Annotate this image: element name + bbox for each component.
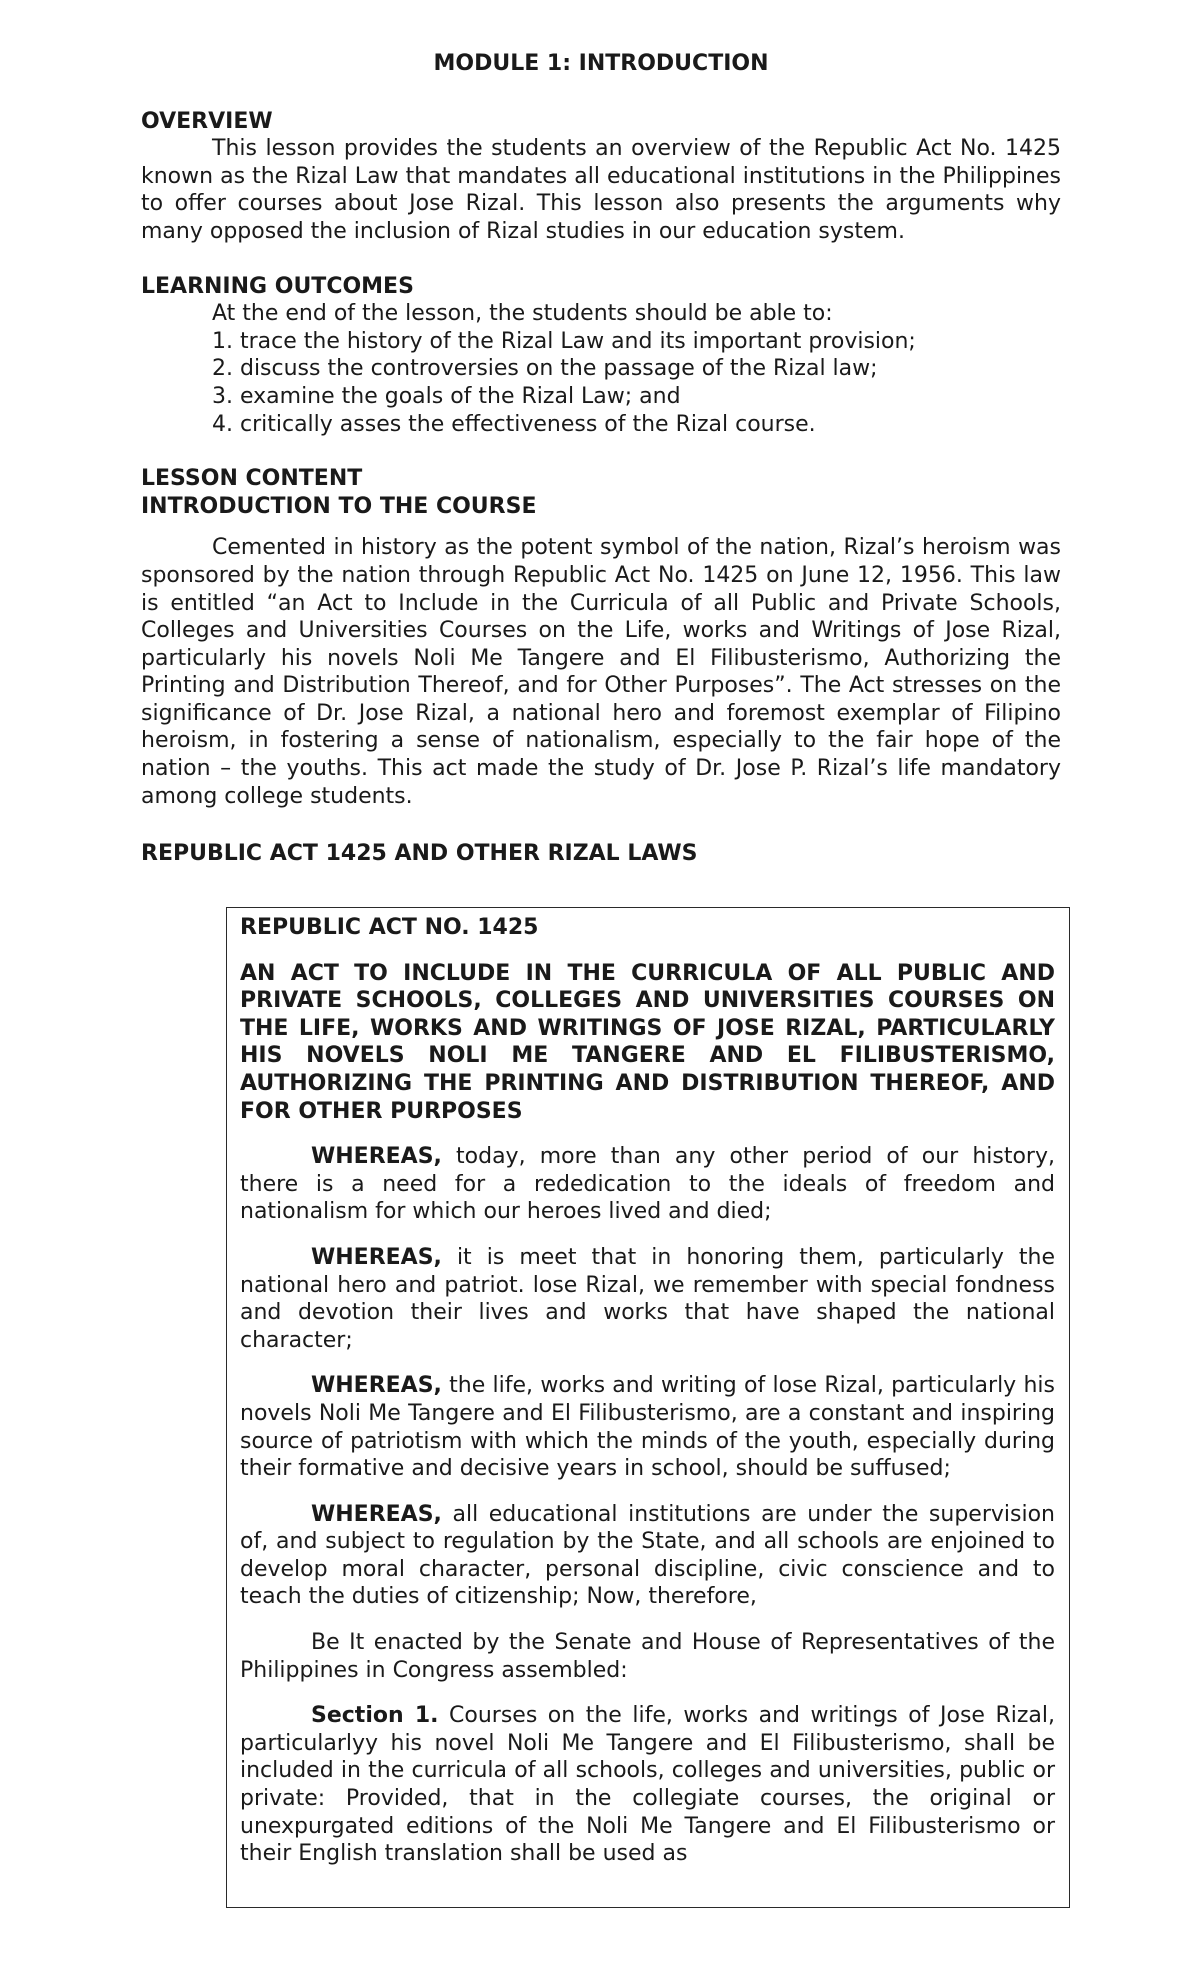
clause-text: it is meet that in honoring them, particularly the national hero and patriot. lose Rizal, we remember with special fondness and devotion their lives and works that have shaped the national character; (240, 1244, 1055, 1353)
list-item: 3. examine the goals of the Rizal Law; and (212, 383, 681, 409)
section-1 (240, 1702, 1055, 1868)
learning-outcomes-heading: LEARNING OUTCOMES (141, 273, 414, 299)
lesson-content-heading: LESSON CONTENT (141, 466, 363, 492)
act-title: AN ACT TO INCLUDE IN THE CURRICULA OF ALL PUBLIC AND PRIVATE SCHOOLS, COLLEGES AND UNIVERSITIES COURSES ON THE LIFE, WORKS AND WRITINGS OF JOSE RIZAL, PARTICULARLY HIS NOVELS NOLI ME TANGERE AND EL FILIBUSTERISMO, AUTHORIZING THE PRINTING AND DISTRIBUTION THEREOF, AND FOR OTHER PURPOSES (240, 960, 1055, 1124)
clause-text: all educational institutions are under the supervision of, and subject to regulation by the State, and all schools are enjoined to develop moral character, personal discipline, civic conscience and to teach the duties of citizenship; Now, therefore, (240, 1501, 1055, 1610)
clause-text: the life, works and writing of lose Rizal, particularly his novels Noli Me Tangere and El Filibusterismo, are a constant and inspiring source of patriotism with which the minds of the youth, especially during their formative and decisive years in school, should be suffused; (240, 1373, 1055, 1482)
law-number: REPUBLIC ACT NO. 1425 (240, 915, 539, 940)
module-title: MODULE 1: INTRODUCTION (433, 51, 769, 76)
course-intro-text: Cemented in history as the potent symbol of the nation, Rizal’s heroism was sponsored by the nation through Republic Act No. 1425 on June 12, 1956. This law is entitled “an Act to Include in the Curricula of all Public and Private Schools, Colleges and Universities Courses on the Life, works and Writings of Jose Rizal, particularly his novels Noli Me Tangere and El Filibusterismo, Authorizing the Printing and Distribution Thereof, and for Other Purposes”. The Act stresses on the significance of Dr. Jose Rizal, a national hero and foremost exemplar of Filipino heroism, in fostering a sense of nationalism, especially to the fair hope of the nation – the youths. This act made the study of Dr. Jose P. Rizal’s life mandatory among college students. (141, 535, 1061, 809)
clause-lead: WHEREAS, (311, 1244, 442, 1270)
clause-lead: WHEREAS, (311, 1144, 442, 1170)
list-item: 1. trace the history of the Rizal Law and its important provision; (212, 328, 916, 354)
overview-text: This lesson provides the students an overview of the Republic Act No. 1425 known as the Rizal Law that mandates all educational institutions in the Philippines to offer courses about Jose Rizal. This lesson also presents the arguments why many opposed the inclusion of Rizal studies in our education system. (141, 136, 1061, 244)
republic-act-box (226, 907, 1070, 1908)
whereas-clause (240, 1244, 1055, 1354)
overview-heading: OVERVIEW (141, 108, 273, 134)
course-intro-heading: INTRODUCTION TO THE COURSE (141, 493, 537, 519)
section-1-text: Courses on the life, works and writings of Jose Rizal, particularlyy his novel Noli Me Tangere and El Filibusterismo, shall be included in the curricula of all schools, colleges and universities, public or private: Provided, that in the collegiate courses, the original or unexpurgated editions of the Noli Me Tangere and El Filibusterismo or their English translation shall be used as (240, 1703, 1055, 1867)
republic-act-text (240, 914, 1055, 1886)
learning-outcomes-intro: At the end of the lesson, the students should be able to: (212, 301, 833, 327)
clause-text: today, more than any other period of our history, there is a need for a rededication to the ideals of freedom and nationalism for which our heroes lived and died; (240, 1144, 1055, 1225)
section-1-lead: Section 1. (311, 1703, 439, 1729)
clause-lead: WHEREAS, (311, 1501, 442, 1527)
ra-section-heading: REPUBLIC ACT 1425 AND OTHER RIZAL LAWS (141, 841, 698, 867)
document-body (141, 50, 1061, 868)
whereas-clause (240, 1501, 1055, 1611)
clause-lead: WHEREAS, (311, 1373, 442, 1399)
list-item: 2. discuss the controversies on the passage of the Rizal law; (212, 356, 878, 382)
enacting-clause: Be It enacted by the Senate and House of Representatives of the Philippines in Congress assembled: (240, 1630, 1055, 1683)
learning-outcomes-list (141, 328, 1061, 438)
list-item: 4. critically asses the effectiveness of the Rizal course. (212, 411, 816, 437)
whereas-clause (240, 1143, 1055, 1226)
whereas-clause (240, 1372, 1055, 1482)
